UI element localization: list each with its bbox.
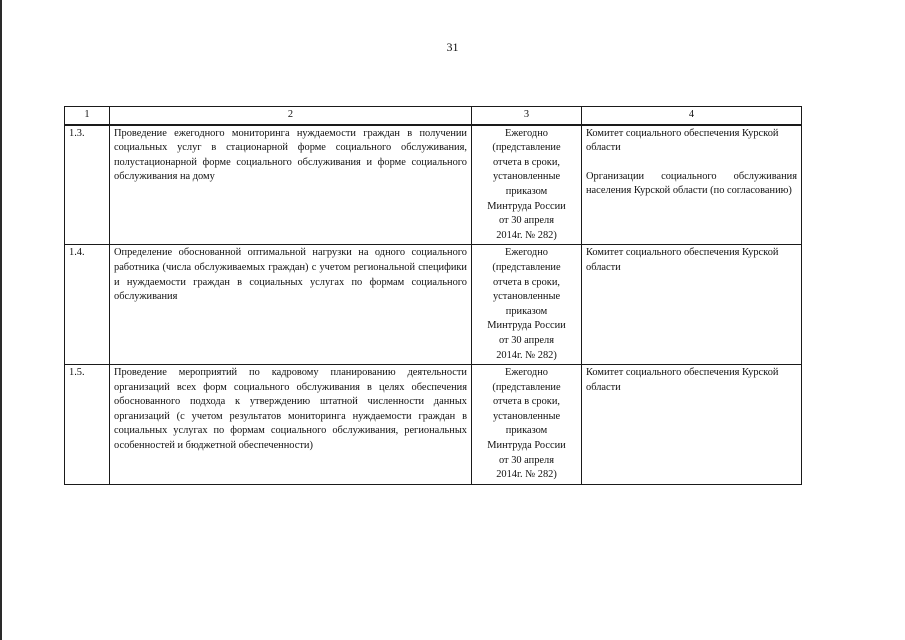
term-line: (представление — [492, 261, 561, 273]
row-term — [472, 365, 582, 485]
term-line: 2014г. № 282) — [496, 469, 557, 481]
term-line: от 30 апреля — [499, 454, 554, 466]
table-row — [65, 365, 802, 485]
responsible-main: Комитет социального обеспечения Курской области — [586, 367, 779, 393]
term-line: установленные — [492, 410, 561, 422]
row-number: 1.4. — [65, 245, 110, 365]
term-line: 2014г. № 282) — [496, 349, 557, 361]
term-line: от 30 апреля — [499, 334, 554, 346]
row-number: 1.5. — [65, 365, 110, 485]
header-col-1: 1 — [65, 107, 110, 125]
term-line: 2014г. № 282) — [496, 229, 557, 241]
row-description: Проведение ежегодного мониторинга нуждаемости граждан в получении социальных услуг в стационарной форме социального обслуживания, полустационарной форме социального обслуживания и форме социального обслуживания на дому — [110, 125, 472, 245]
term-line: установленные — [492, 291, 561, 303]
row-term — [472, 125, 582, 245]
row-description: Проведение мероприятий по кадровому планированию деятельности организаций всех форм социального обслуживания в целях обеспечения обоснованного подхода к утверждению штатной численности данных организаций (с учетом результатов мониторинга нуждаемости граждан в социальных услугах по формам социального обслуживания, региональных особенностей и бюджетной обеспеченности) — [110, 365, 472, 485]
responsible-extra: Организации социального обслуживания населения Курской области (по согласованию) — [586, 170, 797, 197]
row-description: Определение обоснованной оптимальной нагрузки на одного социального работника (числа обслуживаемых граждан) с учетом региональной специфики и нуждаемости граждан в социальных услугах по формам социального обслуживания — [110, 245, 472, 365]
term-line: установленные — [492, 171, 561, 183]
table-row — [65, 245, 802, 365]
term-line: Минтруда России — [487, 440, 566, 452]
scan-left-edge — [0, 0, 2, 640]
responsible-main: Комитет социального обеспечения Курской области — [586, 127, 779, 154]
term-line: (представление — [492, 142, 561, 154]
term-line: Минтруда России — [487, 200, 566, 212]
header-col-4: 4 — [582, 107, 802, 125]
term-line: отчета в сроки, — [492, 156, 561, 168]
header-col-2: 2 — [110, 107, 472, 125]
term-line: приказом — [505, 425, 548, 437]
term-line: Ежегодно — [505, 367, 548, 379]
row-responsible — [582, 125, 802, 245]
term-line: Ежегодно — [505, 127, 548, 139]
term-line: Ежегодно — [505, 247, 548, 259]
row-term — [472, 245, 582, 365]
responsible-main: Комитет социального обеспечения Курской области — [586, 247, 779, 273]
row-number: 1.3. — [65, 125, 110, 245]
term-line: Минтруда России — [487, 320, 566, 332]
term-line: приказом — [505, 185, 548, 197]
row-responsible — [582, 245, 802, 365]
term-line: (представление — [492, 381, 561, 393]
term-line: приказом — [505, 305, 548, 317]
page-number: 31 — [446, 40, 459, 54]
term-line: от 30 апреля — [499, 215, 554, 227]
measures-table — [64, 106, 802, 485]
term-line: отчета в сроки, — [492, 276, 561, 288]
table-row — [65, 125, 802, 245]
table-header — [65, 107, 802, 125]
row-responsible — [582, 365, 802, 485]
header-col-3: 3 — [472, 107, 582, 125]
header-row — [65, 107, 802, 125]
term-line: отчета в сроки, — [492, 396, 561, 408]
